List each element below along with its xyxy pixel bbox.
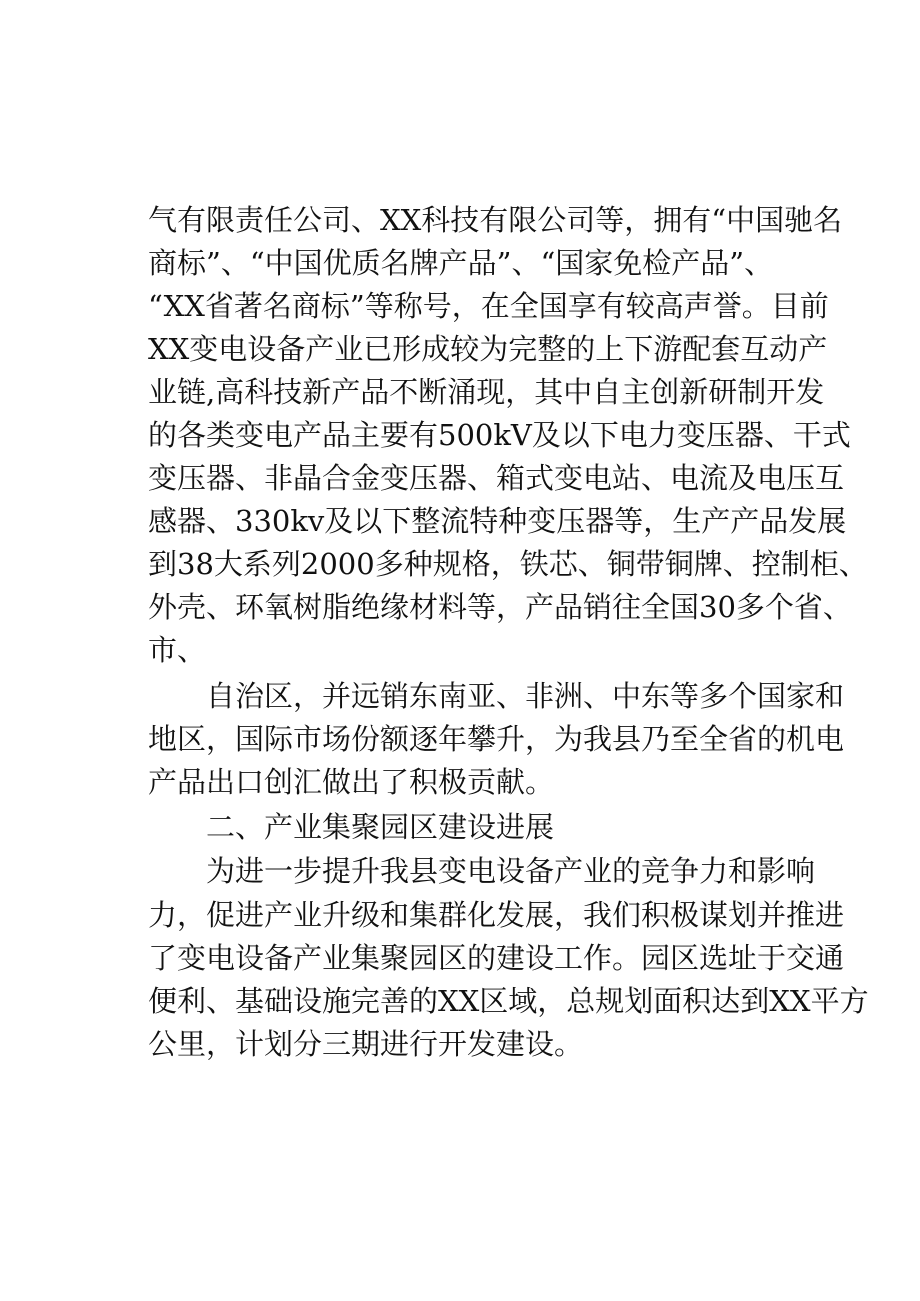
paragraph-line: 变压器、非晶合金变压器、箱式变电站、电流及电压互 <box>148 461 845 495</box>
paragraph-line: 商标”、“中国优质名牌产品”、“国家免检产品”、 <box>148 246 774 280</box>
section-heading: 二、产业集聚园区建设进展 <box>206 810 555 844</box>
paragraph-line: XX变电设备产业已形成较为完整的上下游配套互动产 <box>148 332 828 366</box>
paragraph-line: 力，促进产业升级和集群化发展，我们积极谋划并推进 <box>148 898 845 932</box>
paragraph-line: 感器、330kv及以下整流特种变压器等，生产产品发展 <box>148 504 847 538</box>
paragraph-line: 地区，国际市场份额逐年攀升，为我县乃至全省的机电 <box>148 722 845 756</box>
paragraph-line: 外壳、环氧树脂绝缘材料等，产品销往全国30多个省、 <box>148 590 852 624</box>
paragraph-line: 市、 <box>148 633 207 667</box>
paragraph-line: 的各类变电产品主要有500kV及以下电力变压器、干式 <box>148 418 851 452</box>
paragraph-line: 气有限责任公司、XX科技有限公司等，拥有“中国驰名 <box>148 203 843 237</box>
paragraph-line: 自治区，并远销东南亚、非洲、中东等多个国家和 <box>206 679 845 713</box>
paragraph-line: 为进一步提升我县变电设备产业的竞争力和影响 <box>206 854 816 888</box>
paragraph-line: 便利、基础设施完善的XX区域，总规划面积达到XX平方 <box>148 984 869 1018</box>
paragraph-line: 到38大系列2000多种规格，铁芯、铜带铜牌、控制柜、 <box>148 547 868 581</box>
paragraph-line: 业链,高科技新产品不断涌现，其中自主创新研制开发 <box>148 375 825 409</box>
paragraph-line: 了变电设备产业集聚园区的建设工作。园区选址于交通 <box>148 941 845 975</box>
paragraph-line: 公里，计划分三期进行开发建设。 <box>148 1027 584 1061</box>
paragraph-line: 产品出口创汇做出了积极贡献。 <box>148 765 555 799</box>
paragraph-line: “XX省著名商标”等称号，在全国享有较高声誉。目前 <box>148 289 829 323</box>
